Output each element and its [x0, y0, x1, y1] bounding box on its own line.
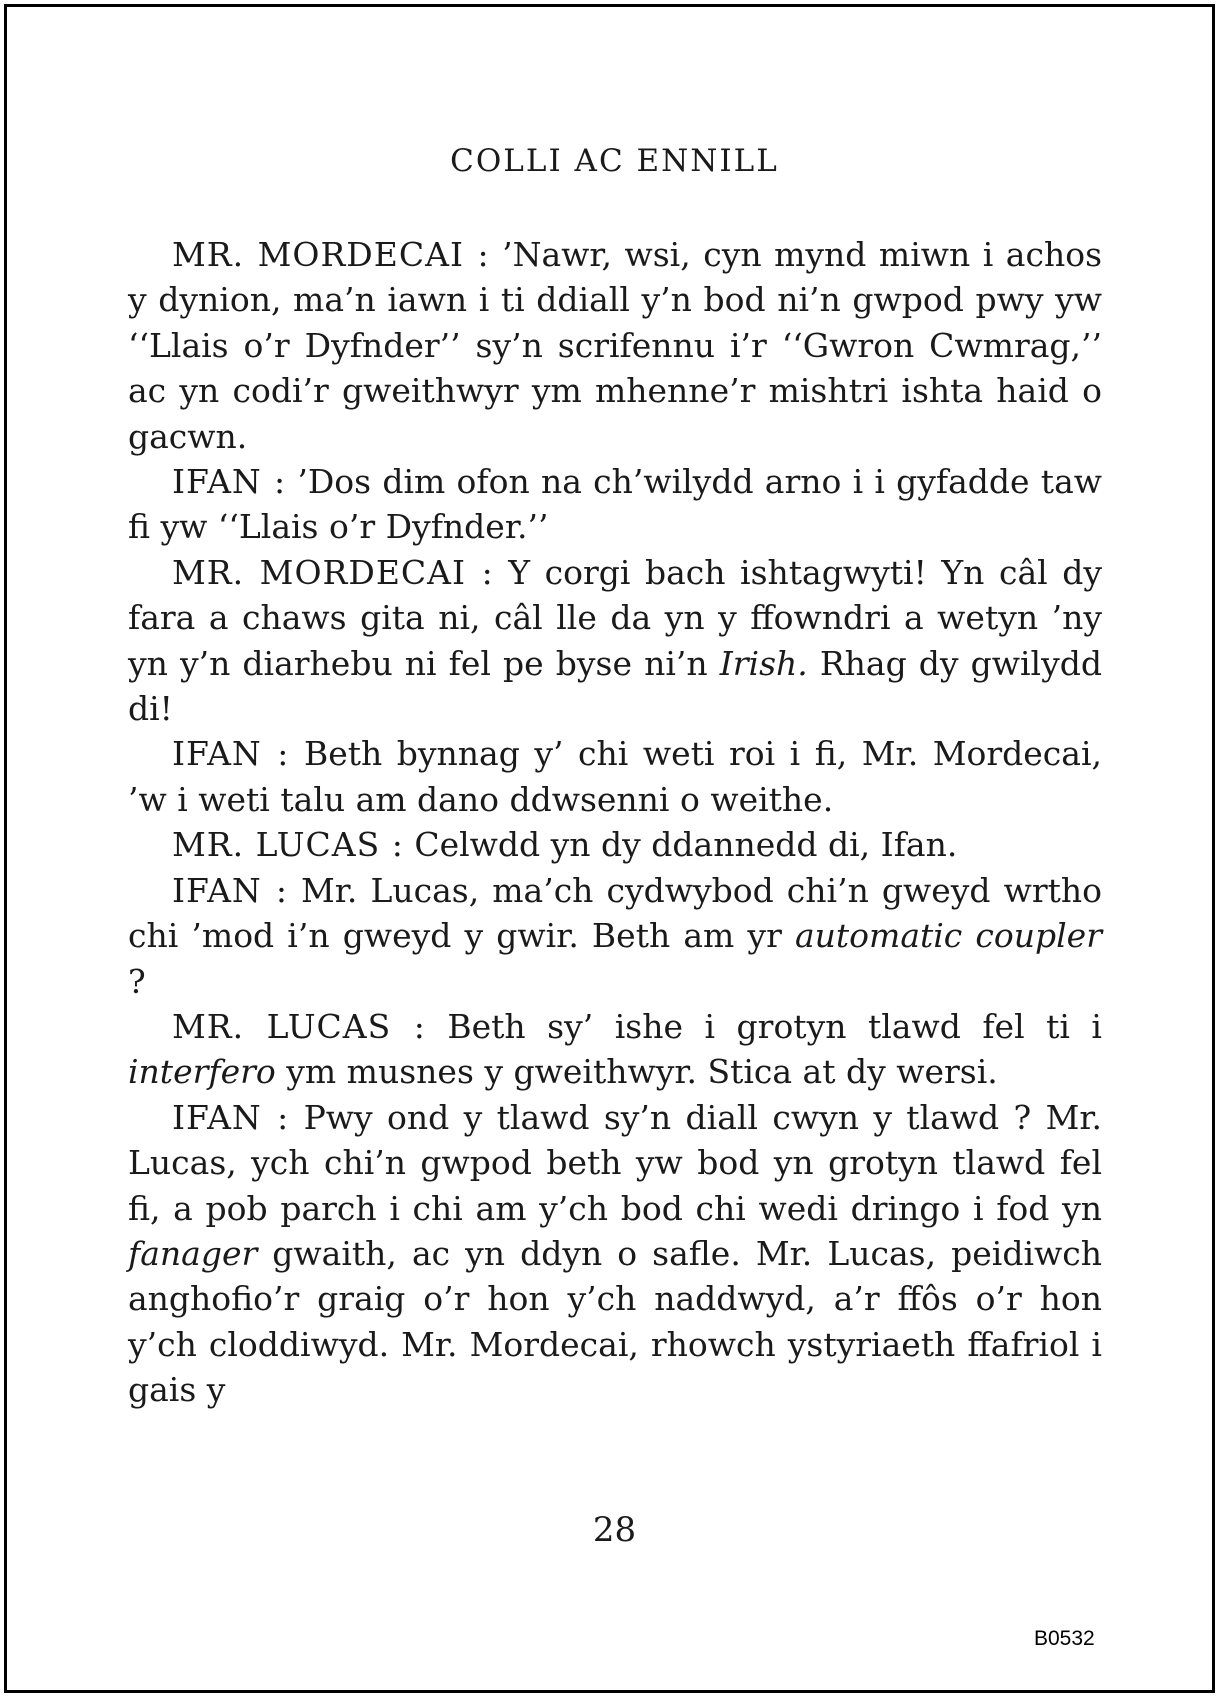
catalog-code: B0532: [1034, 1627, 1095, 1650]
italic-term: fanager: [128, 1233, 258, 1273]
italic-term: Irish.: [719, 643, 808, 683]
dialogue-paragraph: [128, 1095, 1102, 1413]
speech-text: ym musnes y gweithwyr. Stica at dy wersi.: [275, 1052, 998, 1092]
speech-text: Beth sy’ ishe i grotyn tlawd fel ti i: [425, 1006, 1102, 1046]
page-number: 28: [592, 1510, 637, 1550]
dialogue-paragraph: [128, 731, 1102, 822]
speech-text: Y corgi bach ishtagwyti! Yn câl dy fara a chaws gita ni, câl lle da yn y ffowndri a wetyn ’ny yn y’n diarhebu ni fel pe byse ni’n: [128, 552, 1103, 683]
dialogue-paragraph: [128, 822, 1102, 867]
speaker-name: IFAN :: [172, 462, 287, 502]
scan-edge-line: [1213, 4, 1215, 114]
speech-text: Rhag dy gwilydd di!: [128, 643, 1103, 729]
italic-term: automatic coupler: [794, 916, 1102, 956]
page-title: COLLI AC ENNILL: [450, 143, 779, 179]
speech-text: Mr. Lucas, ma’ch cydwybod chi’n gweyd wrtho chi ’mod i’n gweyd y gwir. Beth am yr: [128, 870, 1102, 956]
speech-text: ’Dos dim ofon na ch’wilydd arno i i gyfadde taw fi yw ‘‘Llais o’r Dyfnder.’’: [128, 462, 1102, 547]
speaker-name: IFAN :: [172, 870, 288, 910]
speech-text: Pwy ond y tlawd sy’n diall cwyn y tlawd ? Mr. Lucas, ych chi’n gwpod beth yw bod yn grotyn tlawd fel fi, a pob parch i chi am y’ch bod chi wedi dringo i fod yn: [128, 1097, 1102, 1228]
dialogue-paragraph: [128, 868, 1102, 1004]
speaker-name: MR. LUCAS :: [172, 825, 404, 865]
speaker-name: IFAN :: [172, 1097, 290, 1137]
italic-term: interfero: [128, 1052, 276, 1092]
speech-text: ’Nawr, wsi, cyn mynd miwn i achos y dynion, ma’n iawn i ti ddiall y’n bod ni’n gwpod pwy yw ‘‘Llais o’r Dyfnder’’ sy’n scrifennu i’r ‘‘Gwron Cwmrag,’’ ac yn codi’r gweithwyr ym mhenne’r mishtri ishta haid o gacwn.: [128, 235, 1103, 456]
dialogue-paragraph: [128, 1004, 1102, 1095]
speaker-name: IFAN :: [172, 734, 290, 774]
speaker-name: MR. MORDECAI :: [172, 235, 490, 274]
dialogue-paragraph: [128, 232, 1102, 459]
dialogue-text: [128, 232, 1102, 1413]
dialogue-paragraph: [128, 550, 1102, 732]
speech-text: ?: [128, 961, 146, 1001]
speech-text: gwaith, ac yn ddyn o safle. Mr. Lucas, peidiwch anghofio’r graig o’r hon y’ch naddwyd, a’r ffôs o’r hon y’ch cloddiwyd. Mr. Mordecai, rhowch ystyriaeth ffafriol i gais y: [128, 1233, 1102, 1410]
dialogue-paragraph: [128, 459, 1102, 550]
speaker-name: MR. LUCAS :: [172, 1006, 426, 1046]
speech-text: Celwdd yn dy ddannedd di, Ifan.: [403, 825, 958, 865]
speech-text: Beth bynnag y’ chi weti roi i fi, Mr. Mordecai, ’w i weti talu am dano ddwsenni o weithe.: [128, 734, 1102, 819]
speaker-name: MR. MORDECAI :: [172, 552, 494, 592]
